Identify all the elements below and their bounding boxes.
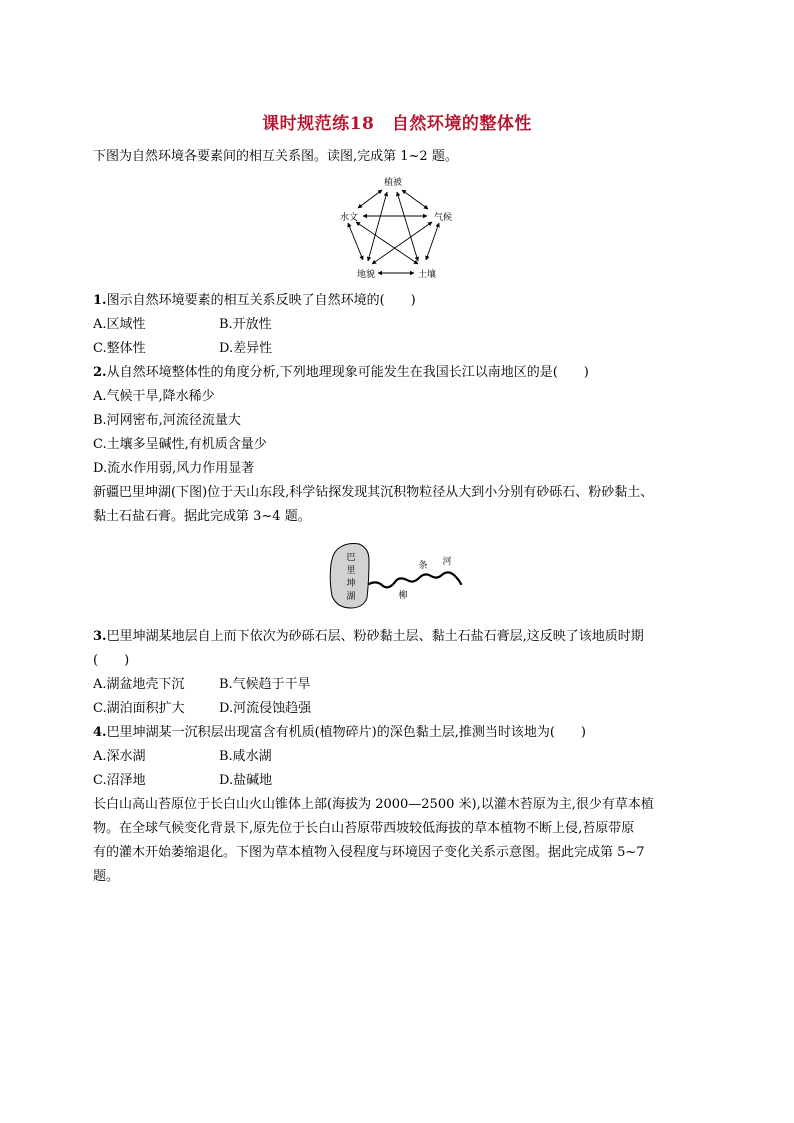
question-4	[93, 725, 733, 741]
q4-option-c: C.沼泽地	[93, 773, 146, 788]
q4-option-a: A.深水湖	[93, 749, 146, 764]
intro-text-3-line-3: 有的灌木开始萎缩退化。下图为草本植物入侵程度与环境因子变化关系示意图。据此完成第 5~7	[93, 845, 645, 860]
question-text: 巴里坤湖某一沉积层出现富含有机质(植物碎片)的深色黏土层,推测当时该地为( )	[106, 725, 586, 740]
edge-veg-landform	[368, 192, 387, 261]
edge-hydro-soil	[356, 222, 418, 264]
edge-veg-soil	[397, 192, 418, 261]
edge-climate-soil	[426, 223, 439, 260]
intro-text-3-line-1: 长白山高山苔原位于长白山火山锥体上部(海拔为 2000—2500 米),以灌木苔原为主,很少有草本植	[93, 797, 654, 812]
lake-label-char: 里	[346, 566, 356, 576]
node-landform: 地貌	[356, 270, 376, 280]
q3-option-c: C.湖泊面积扩大	[93, 701, 185, 716]
q2-option-c: C.土壤多呈碱性,有机质含量少	[93, 437, 267, 452]
river-label-char: 河	[442, 557, 452, 567]
elements-relationship-diagram	[330, 172, 470, 284]
lake-label-char: 湖	[346, 592, 356, 602]
q2-option-a: A.气候干旱,降水稀少	[93, 389, 215, 404]
question-3	[93, 629, 733, 645]
question-number: 2.	[93, 365, 107, 380]
node-hydrology: 水文	[339, 213, 359, 223]
intro-text-1: 下图为自然环境各要素间的相互关系图。读图,完成第 1~2 题。	[93, 149, 458, 164]
intro-text-3-line-4: 题。	[93, 869, 120, 884]
edge-veg-climate	[402, 190, 428, 209]
q1-option-b: B.开放性	[219, 317, 272, 332]
question-2	[93, 365, 733, 381]
question-number: 3.	[93, 629, 107, 644]
q3-option-b: B.气候趋于干旱	[219, 677, 311, 692]
question-number: 1.	[93, 293, 107, 308]
question-text: 巴里坤湖某地层自上而下依次为砂砾石层、粉砂黏土层、黏土石盐石膏层,这反映了该地质时期	[106, 629, 644, 644]
river-label-char: 柳	[398, 591, 408, 601]
intro-text-2-line-2: 黏土石盐石膏。据此完成第 3~4 题。	[93, 509, 311, 524]
edge-climate-landform	[372, 222, 432, 264]
q4-option-b: B.咸水湖	[219, 749, 272, 764]
edge-veg-hydro	[358, 190, 382, 208]
question-text: 图示自然环境要素的相互关系反映了自然环境的( )	[106, 293, 416, 308]
river-label-char: 条	[418, 561, 428, 571]
node-soil: 土壤	[417, 270, 437, 280]
barkol-lake-map	[327, 540, 467, 612]
question-1	[93, 293, 733, 309]
node-vegetation: 植被	[383, 178, 403, 188]
q1-option-c: C.整体性	[93, 341, 146, 356]
node-climate: 气候	[433, 213, 453, 223]
q1-option-a: A.区域性	[93, 317, 146, 332]
q4-option-d: D.盐碱地	[219, 773, 273, 788]
q3-option-a: A.湖盆地壳下沉	[93, 677, 185, 692]
edge-hydro-landform	[348, 223, 363, 260]
intro-text-3-line-2: 物。在全球气候变化背景下,原先位于长白山苔原带西坡较低海拔的草本植物不断上侵,苔原带原	[93, 821, 635, 836]
lake-label-char: 巴	[346, 553, 356, 563]
lake-label-char: 坤	[346, 579, 356, 589]
page-title: 课时规范练18 自然环境的整体性	[262, 114, 532, 134]
q3-answer-blank: ( )	[93, 653, 130, 668]
question-text: 从自然环境整体性的角度分析,下列地理现象可能发生在我国长江以南地区的是( )	[106, 365, 589, 380]
intro-text-2-line-1: 新疆巴里坤湖(下图)位于天山东段,科学钻探发现其沉积物粒径从大到小分别有砂砾石、粉砂黏土、	[93, 485, 654, 500]
q2-option-b: B.河网密布,河流径流量大	[93, 413, 241, 428]
q1-option-d: D.差异性	[219, 341, 273, 356]
river-line	[369, 572, 461, 587]
q2-option-d: D.流水作用弱,风力作用显著	[93, 461, 255, 476]
q3-option-d: D.河流侵蚀趋强	[219, 701, 312, 716]
question-number: 4.	[93, 725, 107, 740]
